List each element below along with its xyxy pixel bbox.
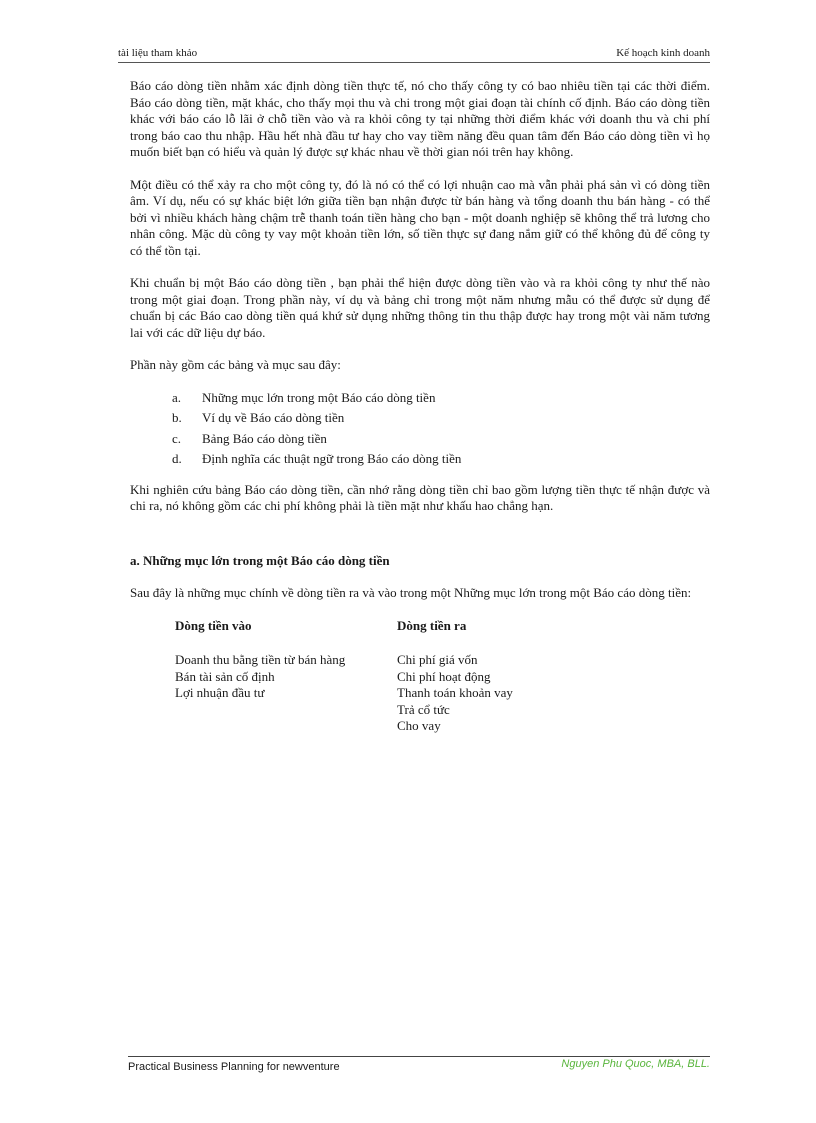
document-body: [130, 78, 710, 738]
list-marker: a.: [172, 389, 182, 405]
footer-author: Nguyen Phu Quoc, MBA, BLL.: [561, 1058, 710, 1070]
paragraph-3: Khi chuẩn bị một Báo cáo dòng tiền , bạn phải thể hiện được dòng tiền vào và ra khỏi công ty như thế nào trong một giai đoạn. Trong phần này, ví dụ và bảng chỉ trong một năm nhưng mẫu có thể được sử dụng để chuẩn bị các Báo cao dòng tiền quá khứ sử dụng những thông tin thu thập được hay trong một vài năm tương lai với các dữ liệu dự báo.: [130, 275, 710, 340]
page-header: [118, 44, 710, 63]
outflow-item: Thanh toán khoản vay: [397, 685, 513, 700]
list-marker: c.: [172, 430, 182, 446]
header-left-text: tài liệu tham khảo: [118, 47, 198, 59]
page-footer: [128, 1056, 710, 1077]
section-a-heading: a. Những mục lớn trong một Báo cáo dòng tiền: [130, 552, 390, 568]
list-marker: d.: [172, 451, 182, 466]
header-right-text: Kế hoạch kinh doanh: [616, 47, 710, 59]
section-a-intro: Sau đây là những mục chính về dòng tiền ra và vào trong một Những mục lớn trong một Báo cáo dòng tiền:: [130, 585, 692, 600]
outflow-item: Cho vay: [397, 718, 441, 733]
paragraph-1: Báo cáo dòng tiền nhằm xác định dòng tiền thực tế, nó cho thấy công ty có bao nhiêu tiền tại các thời điểm. Báo cáo dòng tiền, mặt khác, cho thấy mọi thu và chi trong một giai đoạn tài chính cố định. Báo cáo dòng tiền khác với báo cáo lỗ lãi ở chỗ tiền vào và ra khỏi công ty tại những thời điểm khác với doanh thu và chi phí trong báo cao thu nhập. Hầu hết nhà đầu tư hay cho vay tiềm năng đều quan tâm đến Báo cáo dòng tiền vì họ muốn biết bạn có hiểu và quản lý được sự khác nhau về thời gian nói trên hay không.: [130, 78, 710, 159]
list-item-text: Ví dụ về Báo cáo dòng tiền: [202, 410, 345, 425]
cash-flow-columns: [175, 618, 710, 738]
footer-left-text: Practical Business Planning for newventure: [128, 1061, 340, 1073]
outflow-item: Trả cổ tức: [397, 701, 450, 717]
list-marker: b.: [172, 410, 182, 425]
list-item: [172, 410, 710, 427]
inflow-item: Bán tài sản cố định: [175, 668, 275, 684]
outflow-title: Dòng tiền ra: [397, 617, 467, 633]
paragraph-4: Phần này gồm các bảng và mục sau đây:: [130, 357, 341, 372]
paragraph-2: Một điều có thể xảy ra cho một công ty, đó là nó có thể có lợi nhuận cao mà vẫn phải phá sản vì có dòng tiền âm. Ví dụ, nếu có sự khác biệt lớn giữa tiền bạn nhận được từ bán hàng và tổng doanh thu bán hàng - có thể bởi vì nhiều khách hàng chậm trễ thanh toán tiền hàng cho bạn - một doanh nghiệp sẽ không thể trả lương cho nhân công. Mặc dù công ty vay một khoản tiền lớn, số tiền thực sự đang nắm giữ có thể không đủ để công ty có thể tồn tại.: [130, 176, 710, 258]
inflow-item: Doanh thu bằng tiền từ bán hàng: [175, 652, 346, 667]
sections-list: [130, 390, 710, 468]
inflow-column: [175, 618, 345, 702]
outflow-item: Chi phí giá vốn: [397, 652, 478, 667]
list-item-text: Bảng Báo cáo dòng tiền: [202, 430, 327, 446]
inflow-item: Lợi nhuận đầu tư: [175, 685, 265, 700]
list-item: [172, 431, 710, 448]
outflow-column: [397, 618, 513, 735]
note-paragraph: Khi nghiên cứu bảng Báo cáo dòng tiền, cần nhớ rằng dòng tiền chỉ bao gồm lượng tiền thực tế nhận được và chi ra, nó không gồm các chi phí không phải là tiền mặt như khấu hao chẳng hạn.: [130, 481, 710, 513]
list-item-text: Định nghĩa các thuật ngữ trong Báo cáo dòng tiền: [202, 451, 462, 466]
list-item: [172, 451, 710, 468]
list-item: [172, 390, 710, 407]
outflow-item: Chi phí hoạt động: [397, 668, 491, 684]
inflow-title: Dòng tiền vào: [175, 617, 252, 633]
list-item-text: Những mục lớn trong một Báo cáo dòng tiền: [202, 389, 436, 405]
